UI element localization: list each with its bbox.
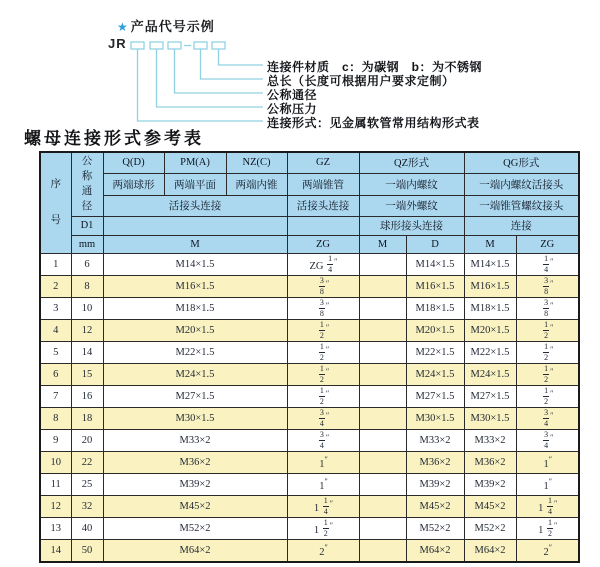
cell-m: M64×2 (103, 539, 287, 562)
table-row (40, 297, 579, 319)
cell-qz-m (359, 517, 406, 539)
fraction-value: $\frac{1}{2}$ (319, 341, 324, 362)
cell-qg-zg (516, 275, 579, 297)
cell-qz-m (359, 253, 406, 275)
cell-m: M27×1.5 (103, 385, 287, 407)
cell-m: M45×2 (103, 495, 287, 517)
fraction-value: $\frac{3}{4}$ (319, 429, 324, 450)
cell-gz-zg (287, 275, 359, 297)
cell-gz-zg (287, 341, 359, 363)
cell-qz-d: M30×1.5 (406, 407, 464, 429)
cell-qz-d: M36×2 (406, 451, 464, 473)
cell-dn-mm: 8 (71, 275, 103, 297)
inch-mark: ″ (550, 256, 553, 266)
fraction-value: $\frac{3}{8}$ (544, 275, 549, 296)
inch-mark: ″ (554, 498, 557, 508)
fraction-value: $\frac{3}{4}$ (544, 407, 549, 428)
cell-qg-zg: 1″ (516, 473, 579, 495)
cell-gz-zg (287, 319, 359, 341)
cell-dn-mm: 16 (71, 385, 103, 407)
table-row (40, 539, 579, 562)
header-qz-conn: 球形接头连接 (359, 216, 464, 235)
inch-mark: ″ (325, 432, 329, 442)
cell-seq: 11 (40, 473, 71, 495)
fraction-value: $\frac{1}{4}$ (323, 495, 328, 516)
cell-qz-d: M22×1.5 (406, 341, 464, 363)
cell-qz-d: M33×2 (406, 429, 464, 451)
cell-seq: 12 (40, 495, 71, 517)
inch-mark: ″ (550, 410, 553, 420)
cell-dn-mm: 15 (71, 363, 103, 385)
cell-gz-zg: 1″ (287, 473, 359, 495)
cell-seq: 9 (40, 429, 71, 451)
inch-mark: ″ (548, 454, 552, 464)
cell-gz-zg (287, 385, 359, 407)
table-row (40, 473, 579, 495)
cell-seq: 10 (40, 451, 71, 473)
diagram-title (117, 16, 215, 35)
cell-gz-zg (287, 363, 359, 385)
table-row (40, 253, 579, 275)
cell-m: M52×2 (103, 517, 287, 539)
cell-dn-mm: 12 (71, 319, 103, 341)
cell-qg-zg: 1 $\frac{1}{4}$ ″ (516, 495, 579, 517)
header-qz-desc1: 一端内螺纹 (359, 173, 464, 195)
cell-seq: 8 (40, 407, 71, 429)
cell-dn-mm: 6 (71, 253, 103, 275)
header-m-wide: M (103, 235, 287, 253)
cell-dn-mm: 18 (71, 407, 103, 429)
cell-dn-mm: 22 (71, 451, 103, 473)
inch-mark: ″ (329, 520, 333, 530)
code-box (212, 42, 225, 49)
header-dn: 公 称 通 径 (71, 152, 103, 216)
cell-qz-m (359, 539, 406, 562)
diagram-label-connection: 连接形式：见金属软管常用结构形式表 (267, 116, 480, 130)
cell-m: M30×1.5 (103, 407, 287, 429)
inch-mark: ″ (324, 476, 327, 486)
header-zg-gz: ZG (287, 235, 359, 253)
cell-qz-d: M18×1.5 (406, 297, 464, 319)
table-title: 螺母连接形式参考表 (24, 129, 204, 148)
inch-mark: ″ (550, 300, 553, 310)
cell-qz-m (359, 385, 406, 407)
fraction-value: $\frac{1}{2}$ (544, 363, 549, 384)
cell-m: M14×1.5 (103, 253, 287, 275)
header-col-nz: NZ(C) (226, 152, 287, 173)
cell-dn-mm: 32 (71, 495, 103, 517)
fraction-value: $\frac{3}{8}$ (544, 297, 549, 318)
nut-connection-reference-table (39, 151, 580, 563)
cell-gz-zg: 2″ (287, 539, 359, 562)
table-row (40, 363, 579, 385)
cell-qg-m: M30×1.5 (464, 407, 516, 429)
fraction-value: $\frac{1}{2}$ (319, 319, 324, 340)
cell-qz-m (359, 297, 406, 319)
cell-m: M24×1.5 (103, 363, 287, 385)
cell-m: M33×2 (103, 429, 287, 451)
cell-dn-mm: 40 (71, 517, 103, 539)
header-gz-conn: 活接头连接 (287, 195, 359, 216)
header-col-pm: PM(A) (164, 152, 226, 173)
inch-mark: ″ (329, 498, 333, 508)
cell-qz-d: M20×1.5 (406, 319, 464, 341)
fraction-value: $\frac{1}{2}$ (544, 341, 549, 362)
cell-qg-m: M39×2 (464, 473, 516, 495)
diagram-label-pressure: 公称压力 (267, 102, 318, 116)
cell-m: M16×1.5 (103, 275, 287, 297)
cell-qz-m (359, 363, 406, 385)
header-qz-desc2: 一端外螺纹 (359, 195, 464, 216)
header-qg-conn: 连接 (464, 216, 579, 235)
inch-mark: ″ (550, 388, 553, 398)
cell-qz-d: M16×1.5 (406, 275, 464, 297)
cell-seq: 5 (40, 341, 71, 363)
diagram-title-text: 产品代号示例 (130, 19, 215, 34)
fraction-value: $\frac{3}{8}$ (319, 297, 324, 318)
fraction-value: $\frac{1}{2}$ (319, 385, 324, 406)
table-row (40, 451, 579, 473)
table-row (40, 517, 579, 539)
inch-mark: ″ (334, 256, 337, 266)
fraction-value: $\frac{3}{4}$ (544, 429, 549, 450)
inch-mark: ″ (548, 476, 552, 486)
cell-qg-m: M24×1.5 (464, 363, 516, 385)
header-qg-m: M (464, 235, 516, 253)
table-row (40, 385, 579, 407)
cell-qz-m (359, 341, 406, 363)
cell-qz-d: M64×2 (406, 539, 464, 562)
product-code-diagram (0, 0, 600, 130)
cell-qz-m (359, 429, 406, 451)
cell-gz-zg (287, 297, 359, 319)
cell-m: M18×1.5 (103, 297, 287, 319)
cell-dn-mm: 14 (71, 341, 103, 363)
cell-qg-zg (516, 385, 579, 407)
product-code-prefix: JR (108, 36, 127, 51)
inch-mark: ″ (550, 366, 553, 376)
cell-qg-zg (516, 253, 579, 275)
inch-mark: ″ (325, 388, 329, 398)
cell-dn-mm: 25 (71, 473, 103, 495)
cell-qg-zg (516, 429, 579, 451)
header-gz-blank (287, 216, 359, 235)
cell-qg-m: M20×1.5 (464, 319, 516, 341)
table-body (40, 253, 579, 562)
table-row (40, 429, 579, 451)
inch-mark: ″ (550, 432, 553, 442)
inch-mark: ″ (324, 454, 327, 464)
cell-qg-m: M22×1.5 (464, 341, 516, 363)
cell-qz-m (359, 451, 406, 473)
header-qg-desc2: 一端锥管螺纹接头 (464, 195, 579, 216)
header-qpn-conn: 活接头连接 (103, 195, 287, 216)
fraction-value: $\frac{1}{2}$ (319, 363, 324, 384)
cell-qz-m (359, 495, 406, 517)
diagram-label-material: 连接件材质 c：为碳钢 b：为不锈钢 (267, 60, 483, 74)
cell-dn-mm: 50 (71, 539, 103, 562)
inch-mark: ″ (550, 344, 553, 354)
inch-mark: ″ (325, 322, 329, 332)
header-col-qg: QG形式 (464, 152, 579, 173)
header-q-desc: 两端球形 (103, 173, 164, 195)
cell-qg-zg (516, 407, 579, 429)
inch-mark: ″ (325, 300, 329, 310)
cell-m: M39×2 (103, 473, 287, 495)
cell-qg-m: M64×2 (464, 539, 516, 562)
code-box (194, 42, 207, 49)
cell-qg-m: M45×2 (464, 495, 516, 517)
cell-seq: 14 (40, 539, 71, 562)
cell-qg-m: M14×1.5 (464, 253, 516, 275)
header-d1: D1 (71, 216, 103, 235)
fraction-value: $\frac{1}{2}$ (544, 385, 549, 406)
table-row (40, 275, 579, 297)
cell-gz-zg (287, 429, 359, 451)
table-row (40, 341, 579, 363)
header-pm-desc: 两端平面 (164, 173, 226, 195)
cell-seq: 2 (40, 275, 71, 297)
cell-qz-m (359, 275, 406, 297)
inch-mark: ″ (550, 278, 553, 288)
cell-qz-d: M52×2 (406, 517, 464, 539)
cell-dn-mm: 10 (71, 297, 103, 319)
inch-mark: ″ (554, 520, 557, 530)
star-icon: ★ (117, 20, 129, 34)
inch-mark: ″ (550, 322, 553, 332)
header-nz-desc: 两端内锥 (226, 173, 287, 195)
cell-qz-m (359, 319, 406, 341)
cell-qz-m (359, 473, 406, 495)
cell-qz-d: M45×2 (406, 495, 464, 517)
cell-qg-zg: 2″ (516, 539, 579, 562)
fraction-value: $\frac{3}{8}$ (319, 275, 324, 296)
fraction-value: $\frac{1}{4}$ (548, 495, 553, 516)
cell-qg-zg (516, 319, 579, 341)
cell-qg-zg (516, 297, 579, 319)
cell-qz-d: M39×2 (406, 473, 464, 495)
header-mm: mm (71, 235, 103, 253)
cell-qz-m (359, 407, 406, 429)
cell-gz-zg: 1 $\frac{1}{2}$ ″ (287, 517, 359, 539)
code-box (131, 42, 144, 49)
cell-qg-m: M27×1.5 (464, 385, 516, 407)
inch-mark: ″ (548, 542, 552, 552)
inch-mark: ″ (325, 410, 329, 420)
fraction-value: $\frac{3}{4}$ (319, 407, 324, 428)
cell-qg-zg (516, 341, 579, 363)
header-seq: 序 号 (40, 152, 71, 253)
fraction-value: $\frac{1}{2}$ (323, 517, 328, 538)
cell-dn-mm: 20 (71, 429, 103, 451)
header-qg-zg: ZG (516, 235, 579, 253)
cell-qg-m: M18×1.5 (464, 297, 516, 319)
cell-qg-zg: 1 $\frac{1}{2}$ ″ (516, 517, 579, 539)
header-qg-desc1: 一端内螺纹活接头 (464, 173, 579, 195)
diagram-label-length: 总长（长度可根据用户要求定制） (267, 74, 455, 88)
inch-mark: ″ (325, 366, 329, 376)
cell-qg-m: M33×2 (464, 429, 516, 451)
cell-gz-zg: ZG $\frac{1}{4}$ ″ (287, 253, 359, 275)
cell-qz-d: M14×1.5 (406, 253, 464, 275)
cell-qg-zg: 1″ (516, 451, 579, 473)
cell-seq: 7 (40, 385, 71, 407)
table-row (40, 319, 579, 341)
cell-qg-m: M52×2 (464, 517, 516, 539)
table-row (40, 407, 579, 429)
cell-gz-zg: 1 $\frac{1}{4}$ ″ (287, 495, 359, 517)
table-header (40, 152, 579, 253)
fraction-value: $\frac{1}{2}$ (548, 517, 553, 538)
header-blank (103, 216, 287, 235)
fraction-value: $\frac{1}{4}$ (328, 253, 333, 274)
cell-qz-d: M24×1.5 (406, 363, 464, 385)
cell-qg-zg (516, 363, 579, 385)
header-qz-d: D (406, 235, 464, 253)
cell-gz-zg (287, 407, 359, 429)
cell-qz-d: M27×1.5 (406, 385, 464, 407)
cell-m: M36×2 (103, 451, 287, 473)
cell-seq: 3 (40, 297, 71, 319)
code-box (150, 42, 163, 49)
header-gz-desc: 两端锥管 (287, 173, 359, 195)
inch-mark: ″ (324, 542, 327, 552)
cell-qg-m: M16×1.5 (464, 275, 516, 297)
code-box (168, 42, 181, 49)
header-col-qz: QZ形式 (359, 152, 464, 173)
cell-gz-zg: 1″ (287, 451, 359, 473)
header-qz-m: M (359, 235, 406, 253)
cell-qg-m: M36×2 (464, 451, 516, 473)
header-col-gz: GZ (287, 152, 359, 173)
cell-m: M20×1.5 (103, 319, 287, 341)
fraction-value: $\frac{1}{4}$ (544, 253, 549, 274)
cell-seq: 1 (40, 253, 71, 275)
cell-seq: 4 (40, 319, 71, 341)
inch-mark: ″ (325, 344, 329, 354)
diagram-label-diameter: 公称通径 (267, 88, 318, 102)
inch-mark: ″ (325, 278, 329, 288)
header-col-q: Q(D) (103, 152, 164, 173)
cell-seq: 13 (40, 517, 71, 539)
cell-m: M22×1.5 (103, 341, 287, 363)
table-row (40, 495, 579, 517)
cell-seq: 6 (40, 363, 71, 385)
fraction-value: $\frac{1}{2}$ (544, 319, 549, 340)
